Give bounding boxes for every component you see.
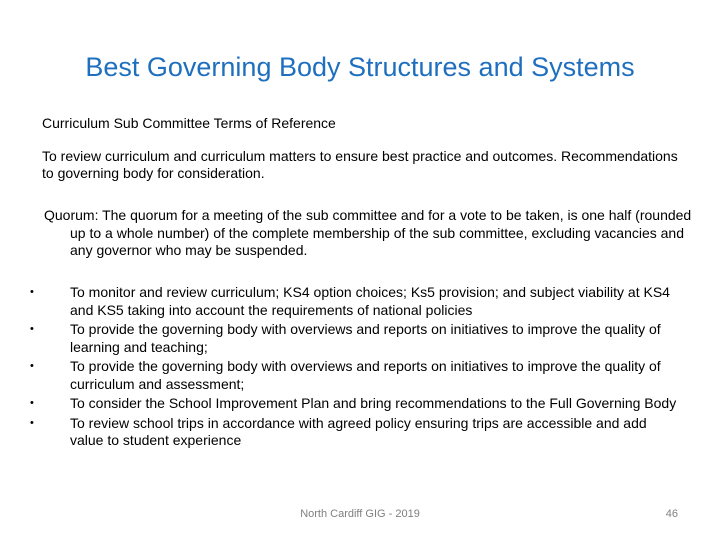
list-item: [30, 321, 680, 356]
list-item: [30, 358, 680, 393]
quorum-paragraph: Quorum: The quorum for a meeting of the sub committee and for a vote to be taken, is one half (rounded up to a whole number) of the complete membership of the sub committee, excluding vacancies and any governor who may be suspended.: [44, 207, 692, 258]
bullet-icon: •: [30, 323, 34, 335]
bullet-icon: •: [30, 360, 34, 372]
terms-bullet-list: [30, 284, 680, 452]
footer-text: North Cardiff GIG - 2019: [300, 508, 420, 520]
list-item: [30, 395, 680, 413]
list-item: [30, 415, 680, 450]
list-item-text: To review school trips in accordance with agreed policy ensuring trips are accessible and add value to student experience: [70, 414, 647, 448]
remit-paragraph: To review curriculum and curriculum matters to ensure best practice and outcomes. Recommendations to governing body for consideration.: [42, 148, 678, 181]
list-item: [30, 284, 680, 319]
list-item-text: To monitor and review curriculum; KS4 option choices; Ks5 provision; and subject viability at KS4 and KS5 taking into account the requirements of national policies: [70, 284, 670, 318]
bullet-icon: •: [30, 416, 34, 429]
section-subtitle: Curriculum Sub Committee Terms of Reference: [42, 115, 336, 131]
bullet-icon: •: [30, 286, 34, 298]
list-item-text: To consider the School Improvement Plan and bring recommendations to the Full Governing Body: [70, 395, 677, 411]
list-item-text: To provide the governing body with overviews and reports on initiatives to improve the quality of learning and teaching;: [70, 321, 661, 355]
bullet-icon: •: [30, 397, 34, 409]
page-number: 46: [665, 508, 678, 520]
list-item-text: To provide the governing body with overviews and reports on initiatives to improve the quality of curriculum and assessment;: [70, 358, 661, 392]
slide-title: Best Governing Body Structures and Systems: [85, 52, 635, 82]
